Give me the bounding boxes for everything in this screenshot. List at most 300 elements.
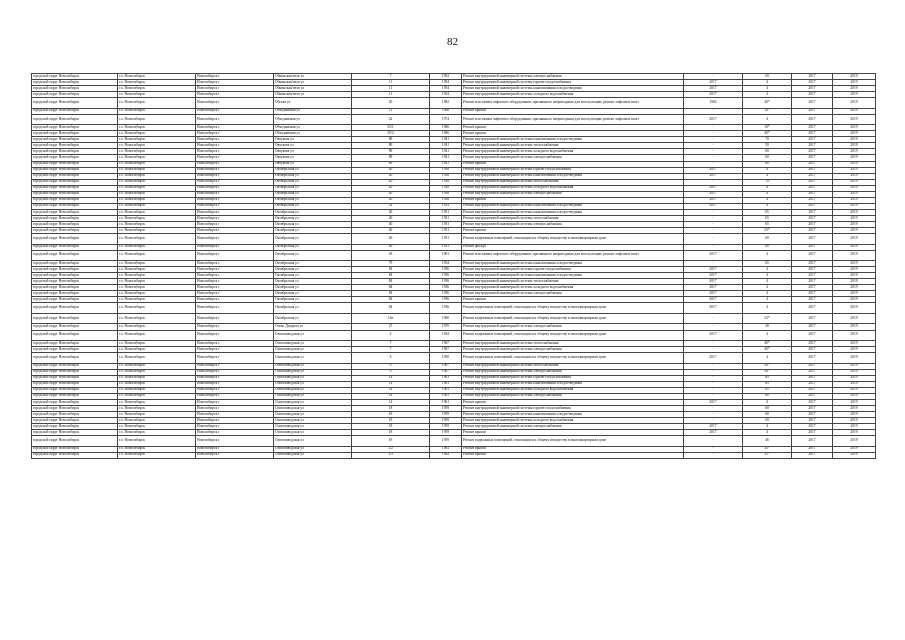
cell-municipality: городской округ Новосибирск: [32, 285, 118, 291]
cell-plan-year: 2017: [684, 250, 743, 261]
cell-plan-year: -: [684, 369, 743, 375]
cell-start-year: 2017: [792, 74, 833, 80]
cell-start-year: 2017: [792, 324, 833, 330]
cell-start-year: 2017: [792, 353, 833, 364]
cell-house: 30: [352, 98, 430, 109]
cell-street: Октябрьская ул: [274, 234, 352, 245]
cell-plan-year: 2017: [684, 424, 743, 430]
cell-year: 1938: [430, 173, 462, 179]
cell-year: 1967: [430, 341, 462, 347]
cell-work-type: Ремонт внутридомовой инженерной системы электроснабжения: [462, 369, 684, 375]
cell-start-year: 2017: [792, 375, 833, 381]
cell-work-type: Ремонт подвальных помещений, относящихся к общему имуществу в многоквартирном доме: [462, 313, 684, 324]
cell-start-year: 2017: [792, 209, 833, 215]
cell-work-type: Ремонт крыши: [462, 131, 684, 137]
cell-end-year: 2019: [833, 149, 876, 155]
cell-plan-year: 2017: [684, 80, 743, 86]
cell-end-year: 2019: [833, 436, 876, 447]
cell-house: 84: [352, 303, 430, 314]
cell-work-type: Ремонт крыши: [462, 297, 684, 303]
cell-district: г.о. Новосибирск: [118, 114, 196, 125]
table-row: [32, 114, 876, 125]
cell-municipality: городской округ Новосибирск: [32, 131, 118, 137]
cell-house: 89: [352, 137, 430, 143]
cell-term: 4: [743, 173, 792, 179]
cell-street: Октябрьская ул: [274, 173, 352, 179]
cell-end-year: 2019: [833, 191, 876, 197]
cell-district: г.о. Новосибирск: [118, 297, 196, 303]
cell-city: Новосибирск г: [196, 375, 274, 381]
cell-year: 1931: [430, 244, 462, 250]
cell-district: г.о. Новосибирск: [118, 137, 196, 143]
cell-city: Новосибирск г: [196, 143, 274, 149]
cell-year: 1936: [430, 267, 462, 273]
cell-house: 1/2: [352, 446, 430, 452]
cell-year: 1941: [430, 155, 462, 161]
cell-end-year: 2019: [833, 353, 876, 364]
cell-house: 40: [352, 228, 430, 234]
cell-house: 89: [352, 143, 430, 149]
cell-year: 1959: [430, 411, 462, 417]
cell-district: г.о. Новосибирск: [118, 393, 196, 399]
cell-end-year: 2019: [833, 215, 876, 221]
cell-city: Новосибирск г: [196, 149, 274, 155]
cell-term: 35*: [743, 446, 792, 452]
cell-plan-year: 2017: [684, 92, 743, 98]
cell-plan-year: 2017: [684, 430, 743, 436]
cell-start-year: 2017: [792, 179, 833, 185]
cell-municipality: городской округ Новосибирск: [32, 411, 118, 417]
cell-end-year: 2019: [833, 185, 876, 191]
cell-municipality: городской округ Новосибирск: [32, 424, 118, 430]
table-row: [32, 353, 876, 364]
cell-district: г.о. Новосибирск: [118, 74, 196, 80]
cell-work-type: Ремонт внутридомовой инженерной системы канализования и водоотведения: [462, 209, 684, 215]
cell-term: 65: [743, 261, 792, 267]
cell-city: Новосибирск г: [196, 98, 274, 109]
cell-plan-year: -: [684, 446, 743, 452]
cell-district: г.о. Новосибирск: [118, 209, 196, 215]
cell-year: 1936: [430, 285, 462, 291]
cell-year: 1936: [430, 303, 462, 314]
cell-municipality: городской округ Новосибирск: [32, 387, 118, 393]
cell-start-year: 2017: [792, 143, 833, 149]
cell-term: 4: [743, 285, 792, 291]
cell-municipality: городской округ Новосибирск: [32, 267, 118, 273]
cell-term: 65: [743, 381, 792, 387]
cell-work-type: Ремонт подвальных помещений, относящихся к общему имуществу в многоквартирном доме: [462, 436, 684, 447]
cell-municipality: городской округ Новосибирск: [32, 173, 118, 179]
cell-year: 1966: [430, 125, 462, 131]
cell-city: Новосибирск г: [196, 324, 274, 330]
cell-plan-year: -: [684, 179, 743, 185]
cell-municipality: городской округ Новосибирск: [32, 418, 118, 424]
cell-work-type: Ремонт внутридомовой инженерной системы канализования и водоотведения: [462, 273, 684, 279]
cell-year: 1931: [430, 228, 462, 234]
cell-term: 4: [743, 297, 792, 303]
cell-start-year: 2017: [792, 149, 833, 155]
cell-district: г.о. Новосибирск: [118, 436, 196, 447]
cell-city: Новосибирск г: [196, 234, 274, 245]
cell-district: г.о. Новосибирск: [118, 143, 196, 149]
cell-district: г.о. Новосибирск: [118, 228, 196, 234]
cell-street: Овчукова ул: [274, 149, 352, 155]
cell-house: 9: [352, 363, 430, 369]
cell-district: г.о. Новосибирск: [118, 353, 196, 364]
cell-plan-year: -: [684, 347, 743, 353]
cell-plan-year: -: [684, 393, 743, 399]
table-row: [32, 234, 876, 245]
cell-house: 14: [352, 399, 430, 405]
cell-house: 32: [352, 203, 430, 209]
cell-year: 1954: [430, 80, 462, 86]
cell-municipality: городской округ Новосибирск: [32, 303, 118, 314]
cell-end-year: 2019: [833, 98, 876, 109]
cell-district: г.о. Новосибирск: [118, 267, 196, 273]
cell-work-type: Ремонт внутридомовой инженерной системы электроснабжения: [462, 191, 684, 197]
cell-street: Оловозаводская ул: [274, 381, 352, 387]
cell-start-year: 2017: [792, 418, 833, 424]
table-row: [32, 330, 876, 341]
cell-year: 1960: [430, 313, 462, 324]
cell-street: Октябрьская ул: [274, 261, 352, 267]
cell-end-year: 2019: [833, 74, 876, 80]
cell-plan-year: 2017: [684, 267, 743, 273]
cell-end-year: 2019: [833, 92, 876, 98]
cell-start-year: 2017: [792, 430, 833, 436]
cell-district: г.о. Новосибирск: [118, 341, 196, 347]
cell-work-type: Ремонт внутридомовой инженерной системы канализования и водоотведения: [462, 411, 684, 417]
cell-term: 40*: [743, 341, 792, 347]
cell-city: Новосибирск г: [196, 179, 274, 185]
cell-year: 1961: [430, 393, 462, 399]
cell-end-year: 2019: [833, 244, 876, 250]
cell-end-year: 2019: [833, 173, 876, 179]
cell-plan-year: 2017: [684, 353, 743, 364]
cell-street: Оловозаводская ул: [274, 341, 352, 347]
cell-end-year: 2019: [833, 86, 876, 92]
cell-district: г.о. Новосибирск: [118, 273, 196, 279]
cell-house: 14: [352, 393, 430, 399]
cell-street: Октябрьская ул: [274, 209, 352, 215]
cell-city: Новосибирск г: [196, 137, 274, 143]
cell-municipality: городской округ Новосибирск: [32, 436, 118, 447]
cell-work-type: Ремонт внутридомовой инженерной системы электроснабжения: [462, 221, 684, 227]
cell-term: 4: [743, 114, 792, 125]
cell-municipality: городской округ Новосибирск: [32, 98, 118, 109]
cell-district: г.о. Новосибирск: [118, 399, 196, 405]
cell-year: 1936: [430, 297, 462, 303]
cell-street: Оловозаводская ул: [274, 347, 352, 353]
cell-end-year: 2019: [833, 363, 876, 369]
cell-municipality: городской округ Новосибирск: [32, 167, 118, 173]
cell-city: Новосибирск г: [196, 250, 274, 261]
cell-house: 14: [352, 381, 430, 387]
cell-street: Оловозаводская ул: [274, 393, 352, 399]
cell-plan-year: -: [684, 137, 743, 143]
cell-plan-year: 2017: [684, 291, 743, 297]
cell-plan-year: 1982: [684, 98, 743, 109]
cell-start-year: 2017: [792, 108, 833, 114]
cell-street: Овчукова ул: [274, 143, 352, 149]
cell-city: Новосибирск г: [196, 452, 274, 458]
cell-year: 1938: [430, 167, 462, 173]
cell-city: Новосибирск г: [196, 411, 274, 417]
cell-city: Новосибирск г: [196, 114, 274, 125]
cell-term: 52*: [743, 313, 792, 324]
cell-street: Октябрьская ул: [274, 313, 352, 324]
cell-street: Октябрьская ул: [274, 273, 352, 279]
cell-work-type: Ремонт внутридомовой инженерной системы теплоснабжения: [462, 143, 684, 149]
cell-municipality: городской округ Новосибирск: [32, 203, 118, 209]
cell-end-year: 2019: [833, 228, 876, 234]
cell-term: 35*: [743, 452, 792, 458]
cell-start-year: 2017: [792, 330, 833, 341]
cell-year: 1970: [430, 324, 462, 330]
cell-street: Оловозаводская ул: [274, 405, 352, 411]
cell-district: г.о. Новосибирск: [118, 285, 196, 291]
cell-year: 1967: [430, 347, 462, 353]
cell-end-year: 2019: [833, 114, 876, 125]
cell-work-type: Ремонт крыши: [462, 430, 684, 436]
cell-start-year: 2017: [792, 114, 833, 125]
cell-end-year: 2019: [833, 313, 876, 324]
cell-district: г.о. Новосибирск: [118, 173, 196, 179]
cell-house: 7: [352, 341, 430, 347]
cell-year: 1954: [430, 86, 462, 92]
cell-term: 4: [743, 430, 792, 436]
cell-start-year: 2017: [792, 234, 833, 245]
cell-work-type: Ремонт или замена лифтового оборудования, признанного непригодным для эксплуатации, ремонт лифтовых шахт: [462, 98, 684, 109]
cell-end-year: 2019: [833, 267, 876, 273]
cell-municipality: городской округ Новосибирск: [32, 234, 118, 245]
cell-start-year: 2017: [792, 125, 833, 131]
cell-end-year: 2019: [833, 430, 876, 436]
cell-municipality: городской округ Новосибирск: [32, 452, 118, 458]
cell-term: 4: [743, 80, 792, 86]
cell-street: Олеко Дундича ул: [274, 324, 352, 330]
cell-year: 1959: [430, 405, 462, 411]
cell-start-year: 2017: [792, 173, 833, 179]
cell-start-year: 2017: [792, 369, 833, 375]
cell-house: 40: [352, 221, 430, 227]
cell-street: Оловозаводская ул: [274, 430, 352, 436]
cell-plan-year: 2017: [684, 86, 743, 92]
cell-street: Объединения ул: [274, 125, 352, 131]
cell-municipality: городской округ Новосибирск: [32, 297, 118, 303]
cell-house: 20: [352, 191, 430, 197]
cell-house: 40: [352, 234, 430, 245]
cell-start-year: 2017: [792, 80, 833, 86]
cell-street: Октябрьская ул: [274, 279, 352, 285]
cell-start-year: 2017: [792, 393, 833, 399]
cell-house: 84: [352, 267, 430, 273]
cell-house: 7: [352, 74, 430, 80]
cell-term: 70: [743, 137, 792, 143]
cell-plan-year: -: [684, 341, 743, 347]
cell-work-type: Ремонт внутридомовой инженерной системы горячего водоснабжения: [462, 167, 684, 173]
cell-end-year: 2019: [833, 131, 876, 137]
cell-city: Новосибирск г: [196, 131, 274, 137]
cell-city: Новосибирск г: [196, 185, 274, 191]
cell-city: Новосибирск г: [196, 291, 274, 297]
cell-city: Новосибирск г: [196, 167, 274, 173]
cell-end-year: 2019: [833, 405, 876, 411]
cell-municipality: городской округ Новосибирск: [32, 86, 118, 92]
cell-work-type: Ремонт внутридомовой инженерной системы холодного водоснабжения: [462, 185, 684, 191]
cell-end-year: 2019: [833, 197, 876, 203]
cell-end-year: 2019: [833, 303, 876, 314]
cell-municipality: городской округ Новосибирск: [32, 279, 118, 285]
cell-district: г.о. Новосибирск: [118, 155, 196, 161]
cell-end-year: 2019: [833, 273, 876, 279]
cell-year: 1961: [430, 375, 462, 381]
cell-year: 1961: [430, 250, 462, 261]
cell-city: Новосибирск г: [196, 418, 274, 424]
page-number: 82: [447, 36, 458, 48]
cell-work-type: Ремонт внутридомовой инженерной системы горячего водоснабжения: [462, 375, 684, 381]
cell-city: Новосибирск г: [196, 436, 274, 447]
cell-term: 4: [743, 167, 792, 173]
cell-district: г.о. Новосибирск: [118, 244, 196, 250]
cell-municipality: городской округ Новосибирск: [32, 74, 118, 80]
cell-street: Обнинская/пехв ул: [274, 92, 352, 98]
cell-house: 11: [352, 86, 430, 92]
cell-end-year: 2019: [833, 279, 876, 285]
cell-plan-year: 2017: [684, 399, 743, 405]
cell-city: Новосибирск г: [196, 244, 274, 250]
cell-year: 1938: [430, 185, 462, 191]
cell-start-year: 2017: [792, 228, 833, 234]
cell-street: Объединения ул: [274, 114, 352, 125]
cell-city: Новосибирск г: [196, 221, 274, 227]
cell-end-year: 2019: [833, 167, 876, 173]
cell-street: Оловозаводская ул: [274, 424, 352, 430]
cell-house: 40: [352, 215, 430, 221]
cell-city: Новосибирск г: [196, 381, 274, 387]
cell-plan-year: 2017: [684, 173, 743, 179]
cell-end-year: 2019: [833, 375, 876, 381]
cell-work-type: Ремонт внутридомовой инженерной системы холодного водоснабжения: [462, 285, 684, 291]
cell-street: Октябрьская ул: [274, 250, 352, 261]
cell-plan-year: -: [684, 324, 743, 330]
cell-district: г.о. Новосибирск: [118, 347, 196, 353]
cell-city: Новосибирск г: [196, 155, 274, 161]
cell-end-year: 2019: [833, 399, 876, 405]
cell-municipality: городской округ Новосибирск: [32, 114, 118, 125]
cell-house: 49: [352, 250, 430, 261]
cell-year: 1934: [430, 330, 462, 341]
cell-year: 1961: [430, 381, 462, 387]
cell-municipality: городской округ Новосибирск: [32, 215, 118, 221]
cell-street: Объединения ул: [274, 131, 352, 137]
cell-year: 1938: [430, 197, 462, 203]
cell-plan-year: -: [684, 228, 743, 234]
cell-city: Новосибирск г: [196, 405, 274, 411]
cell-city: Новосибирск г: [196, 387, 274, 393]
cell-city: Новосибирск г: [196, 273, 274, 279]
cell-district: г.о. Новосибирск: [118, 86, 196, 92]
cell-start-year: 2017: [792, 436, 833, 447]
cell-district: г.о. Новосибирск: [118, 215, 196, 221]
cell-start-year: 2017: [792, 347, 833, 353]
cell-work-type: Ремонт подвальных помещений, относящихся к общему имуществу в многоквартирном доме: [462, 234, 684, 245]
cell-end-year: 2019: [833, 297, 876, 303]
cell-start-year: 2017: [792, 137, 833, 143]
cell-city: Новосибирск г: [196, 363, 274, 369]
cell-plan-year: 2017: [684, 114, 743, 125]
cell-term: 60: [743, 155, 792, 161]
cell-street: Октябрьская ул: [274, 203, 352, 209]
cell-house: 40: [352, 244, 430, 250]
cell-term: 65: [743, 209, 792, 215]
cell-work-type: Ремонт внутридомовой инженерной системы канализования и водоотведения: [462, 86, 684, 92]
cell-year: 1959: [430, 424, 462, 430]
cell-municipality: городской округ Новосибирск: [32, 221, 118, 227]
cell-year: 1954: [430, 92, 462, 98]
cell-plan-year: -: [684, 375, 743, 381]
cell-end-year: 2019: [833, 393, 876, 399]
cell-street: Октябрьская ул: [274, 221, 352, 227]
cell-year: 1959: [430, 430, 462, 436]
cell-house: 1/3: [352, 452, 430, 458]
cell-year: 1968: [430, 108, 462, 114]
cell-start-year: 2017: [792, 297, 833, 303]
cell-district: г.о. Новосибирск: [118, 98, 196, 109]
cell-plan-year: -: [684, 209, 743, 215]
cell-term: 40*: [743, 98, 792, 109]
cell-street: Октябрьская ул: [274, 228, 352, 234]
cell-municipality: городской округ Новосибирск: [32, 363, 118, 369]
cell-city: Новосибирск г: [196, 108, 274, 114]
cell-street: Обнинская/пехв ул: [274, 86, 352, 92]
cell-house: 79: [352, 261, 430, 267]
cell-district: г.о. Новосибирск: [118, 197, 196, 203]
cell-district: г.о. Новосибирск: [118, 179, 196, 185]
cell-street: Оловозаводская ул: [274, 452, 352, 458]
cell-end-year: 2019: [833, 285, 876, 291]
cell-start-year: 2017: [792, 452, 833, 458]
cell-district: г.о. Новосибирск: [118, 369, 196, 375]
cell-term: 60: [743, 411, 792, 417]
cell-street: Октябрьская ул: [274, 215, 352, 221]
cell-work-type: Ремонт внутридомовой инженерной системы электроснабжения: [462, 347, 684, 353]
cell-city: Новосибирск г: [196, 341, 274, 347]
cell-city: Новосибирск г: [196, 313, 274, 324]
cell-start-year: 2017: [792, 161, 833, 167]
cell-work-type: Ремонт внутридомовой инженерной системы холодного водоснабжения: [462, 149, 684, 155]
cell-house: 20: [352, 197, 430, 203]
cell-street: Октябрьская ул: [274, 167, 352, 173]
cell-work-type: Ремонт внутридомовой инженерной системы теплоснабжения: [462, 215, 684, 221]
cell-start-year: 2017: [792, 399, 833, 405]
cell-term: 4: [743, 86, 792, 92]
cell-house: 40: [352, 209, 430, 215]
cell-street: Оловозаводская ул: [274, 436, 352, 447]
cell-work-type: Ремонт подвальных помещений, относящихся к общему имуществу в многоквартирном доме: [462, 303, 684, 314]
cell-district: г.о. Новосибирск: [118, 80, 196, 86]
cell-term: 4: [743, 273, 792, 279]
cell-work-type: Ремонт внутридомовой инженерной системы электроснабжения: [462, 291, 684, 297]
cell-house: 11: [352, 80, 430, 86]
cell-plan-year: -: [684, 452, 743, 458]
cell-term: 60: [743, 161, 792, 167]
cell-plan-year: -: [684, 221, 743, 227]
cell-house: 18: [352, 436, 430, 447]
cell-municipality: городской округ Новосибирск: [32, 381, 118, 387]
cell-work-type: Ремонт внутридомовой инженерной системы электроснабжения: [462, 74, 684, 80]
cell-municipality: городской округ Новосибирск: [32, 430, 118, 436]
